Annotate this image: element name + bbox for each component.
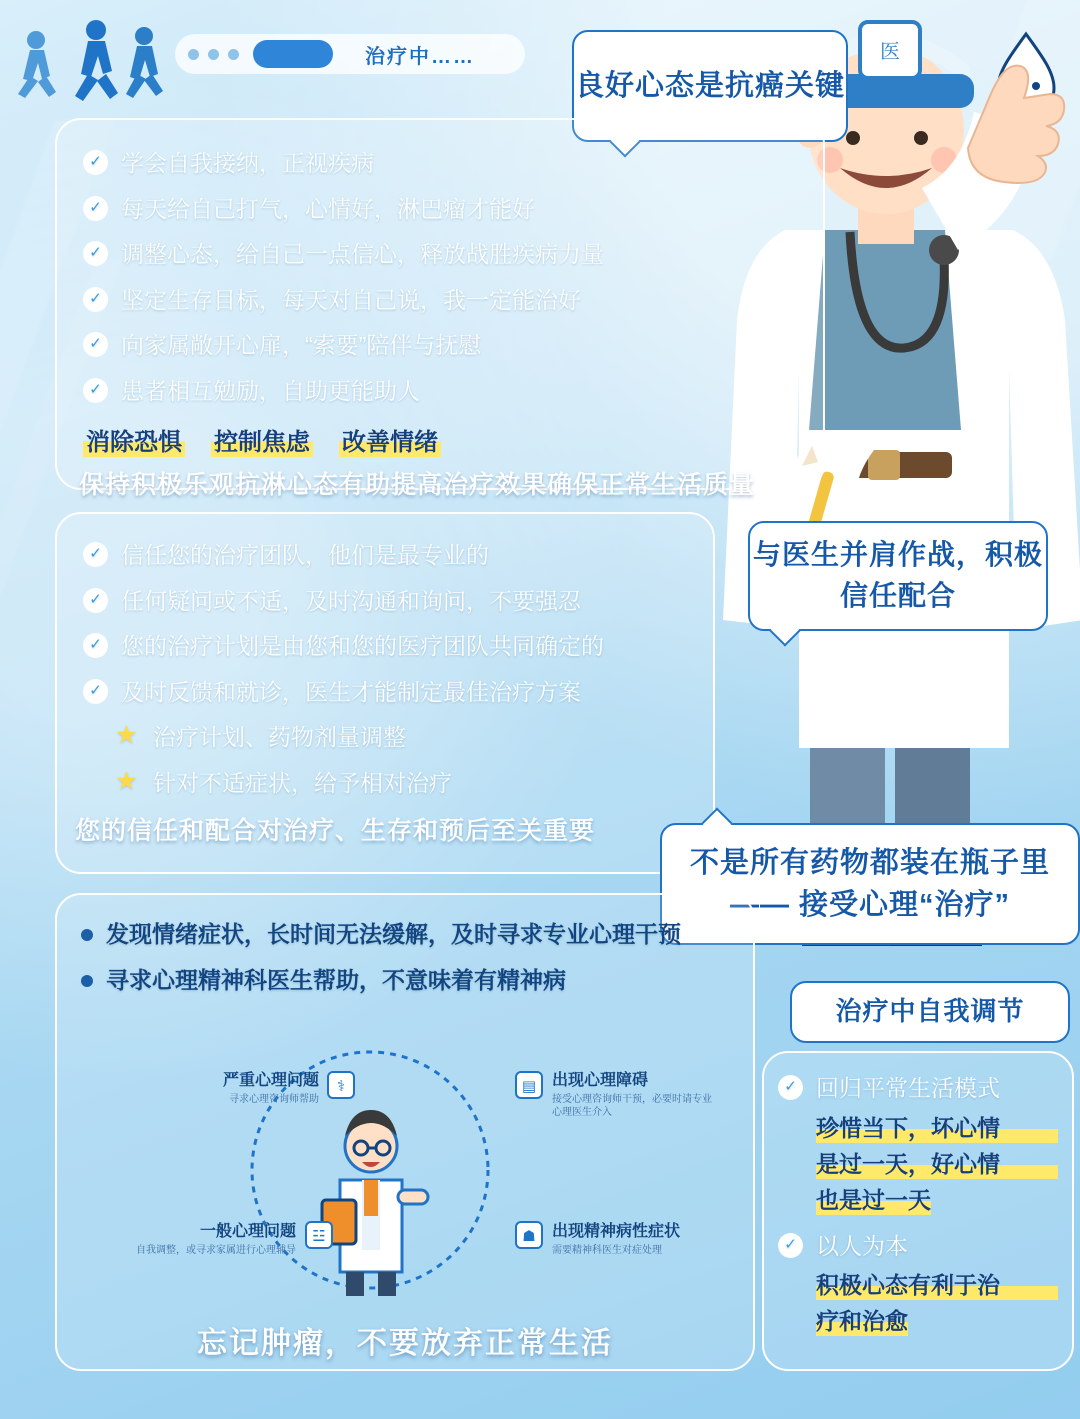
card-self-adjust [762, 1051, 1074, 1371]
progress-pill [253, 40, 333, 68]
list-item-text: 每天给自己打气，心情好，淋巴瘤才能好 [121, 195, 535, 222]
svg-text:出现心理障碍: 出现心理障碍 [552, 1072, 649, 1089]
tag-item: 改善情绪 [339, 422, 441, 457]
list-item-text: 及时反馈和就诊，医生才能制定最佳治疗方案 [121, 678, 581, 705]
highlight-line: 也是过一天 [816, 1182, 931, 1215]
status-dots [188, 49, 239, 60]
list-item [83, 538, 693, 573]
highlight-line: 积极心态有利于治 [816, 1267, 1058, 1300]
list-item [81, 963, 681, 998]
bubble-text: 与医生并肩作战，积极信任配合 [752, 539, 1043, 611]
bubble-text: 良好心态是抗癌关键 [574, 69, 845, 102]
list-item-text: 针对不适症状，给予相对治疗 [153, 769, 452, 796]
list-item [83, 283, 763, 318]
bullet-icon [81, 929, 93, 941]
list-item-text: 向家属敞开心扉，“索要”陪伴与抚慰 [121, 332, 482, 358]
list-item [778, 1071, 1058, 1106]
check-icon: ✓ [778, 1233, 803, 1258]
check-icon: ✓ [83, 241, 108, 266]
runners-illustration [0, 10, 180, 120]
tag-row [83, 422, 823, 457]
svg-text:接受心理咨询师干预，必要时请专业: 接受心理咨询师干预，必要时请专业 [552, 1094, 712, 1105]
card-psychology [55, 118, 825, 499]
status-title: 治疗中…… [365, 45, 475, 68]
check-icon: ✓ [83, 633, 108, 658]
svg-text:一般心理问题: 一般心理问题 [199, 1223, 296, 1240]
bubble-text: 不是所有药物都装在瓶子里 —— 接受心理“治疗” [689, 846, 1050, 921]
list-item [83, 146, 763, 181]
list-item-text: 发现情绪症状，长时间无法缓解，及时寻求专业心理干预 [106, 921, 681, 947]
list-item-star [113, 720, 693, 755]
list-item [83, 629, 693, 664]
mental-care-cycle-diagram [40, 1040, 740, 1300]
list-item [778, 1229, 1058, 1264]
speech-bubble-selfcare [790, 981, 1070, 1043]
status-bar [175, 34, 525, 74]
star-icon: ★ [115, 766, 138, 795]
bubble-text: 治疗中自我调节 [835, 996, 1025, 1027]
check-icon: ✓ [778, 1075, 803, 1100]
check-icon: ✓ [83, 542, 108, 567]
svg-text:心理医生介入: 心理医生介入 [552, 1107, 612, 1118]
highlight-line: 是过一天，好心情 [816, 1146, 1058, 1179]
card-summary: 保持积极乐观抗淋心态有助提高治疗效果确保正常生活质量 [79, 471, 756, 499]
footer-slogan: 忘记肿瘤，不要放弃正常生活 [197, 1327, 613, 1360]
list-item-text: 学会自我接纳，正视疾病 [121, 150, 374, 176]
list-item-text: 调整心态，给自己一点信心，释放战胜疾病力量 [121, 241, 604, 267]
card-trust-team [55, 512, 715, 874]
list-item-text: 您的治疗计划是由您和您的医疗团队共同确定的 [121, 633, 604, 659]
svg-text:寻求心理咨询师帮助: 寻求心理咨询师帮助 [229, 1094, 319, 1105]
tag-item: 控制焦虑 [211, 422, 313, 457]
highlight-line: 珍惜当下，坏心情 [816, 1110, 1058, 1143]
svg-text:▤: ▤ [521, 1078, 537, 1095]
list-item-star [113, 766, 693, 801]
svg-text:☗: ☗ [522, 1228, 536, 1245]
list-item-text: 以人为本 [816, 1232, 908, 1259]
list-item-text: 患者相互勉励，自助更能助人 [121, 377, 420, 404]
list-item-text: 坚定生存目标，每天对自己说，我一定能治好 [121, 286, 581, 313]
check-icon: ✓ [83, 150, 108, 175]
tag-item: 消除恐惧 [83, 422, 185, 457]
check-icon: ✓ [83, 287, 108, 312]
svg-text:☳: ☳ [312, 1228, 326, 1245]
star-icon: ★ [115, 721, 138, 749]
svg-text:医: 医 [880, 41, 900, 63]
list-item-text: 寻求心理精神科医生帮助，不意味着有精神病 [106, 966, 566, 993]
speech-bubble-cooperate [748, 521, 1048, 631]
list-item [81, 917, 681, 952]
check-icon: ✓ [83, 679, 108, 704]
list-item-text: 任何疑问或不适，及时沟通和询问，不要强忍 [121, 587, 581, 614]
check-icon: ✓ [83, 588, 108, 613]
check-icon: ✓ [83, 378, 108, 403]
svg-text:需要精神科医生对症处理: 需要精神科医生对症处理 [552, 1245, 662, 1256]
list-item-text: 治疗计划、药物剂量调整 [153, 724, 406, 750]
check-icon: ✓ [83, 332, 108, 357]
list-item [83, 675, 693, 710]
list-item [83, 584, 693, 619]
list-item-text: 信任您的治疗团队，他们是最专业的 [121, 542, 489, 568]
list-item [83, 237, 763, 272]
card-summary: 您的信任和配合对治疗、生存和预后至关重要 [75, 817, 596, 845]
highlight-line: 疗和治愈 [816, 1303, 908, 1336]
svg-text:严重心理问题: 严重心理问题 [222, 1072, 319, 1089]
bullet-icon [81, 975, 93, 987]
list-item [83, 192, 763, 227]
list-item [83, 374, 763, 409]
check-icon: ✓ [83, 196, 108, 221]
svg-text:自我调整，或寻求家属进行心理辅导: 自我调整，或寻求家属进行心理辅导 [136, 1245, 296, 1256]
list-item [83, 328, 763, 363]
list-item-text: 回归平常生活模式 [816, 1075, 1000, 1101]
svg-text:出现精神病性症状: 出现精神病性症状 [552, 1223, 681, 1240]
svg-text:⚕: ⚕ [336, 1078, 346, 1095]
